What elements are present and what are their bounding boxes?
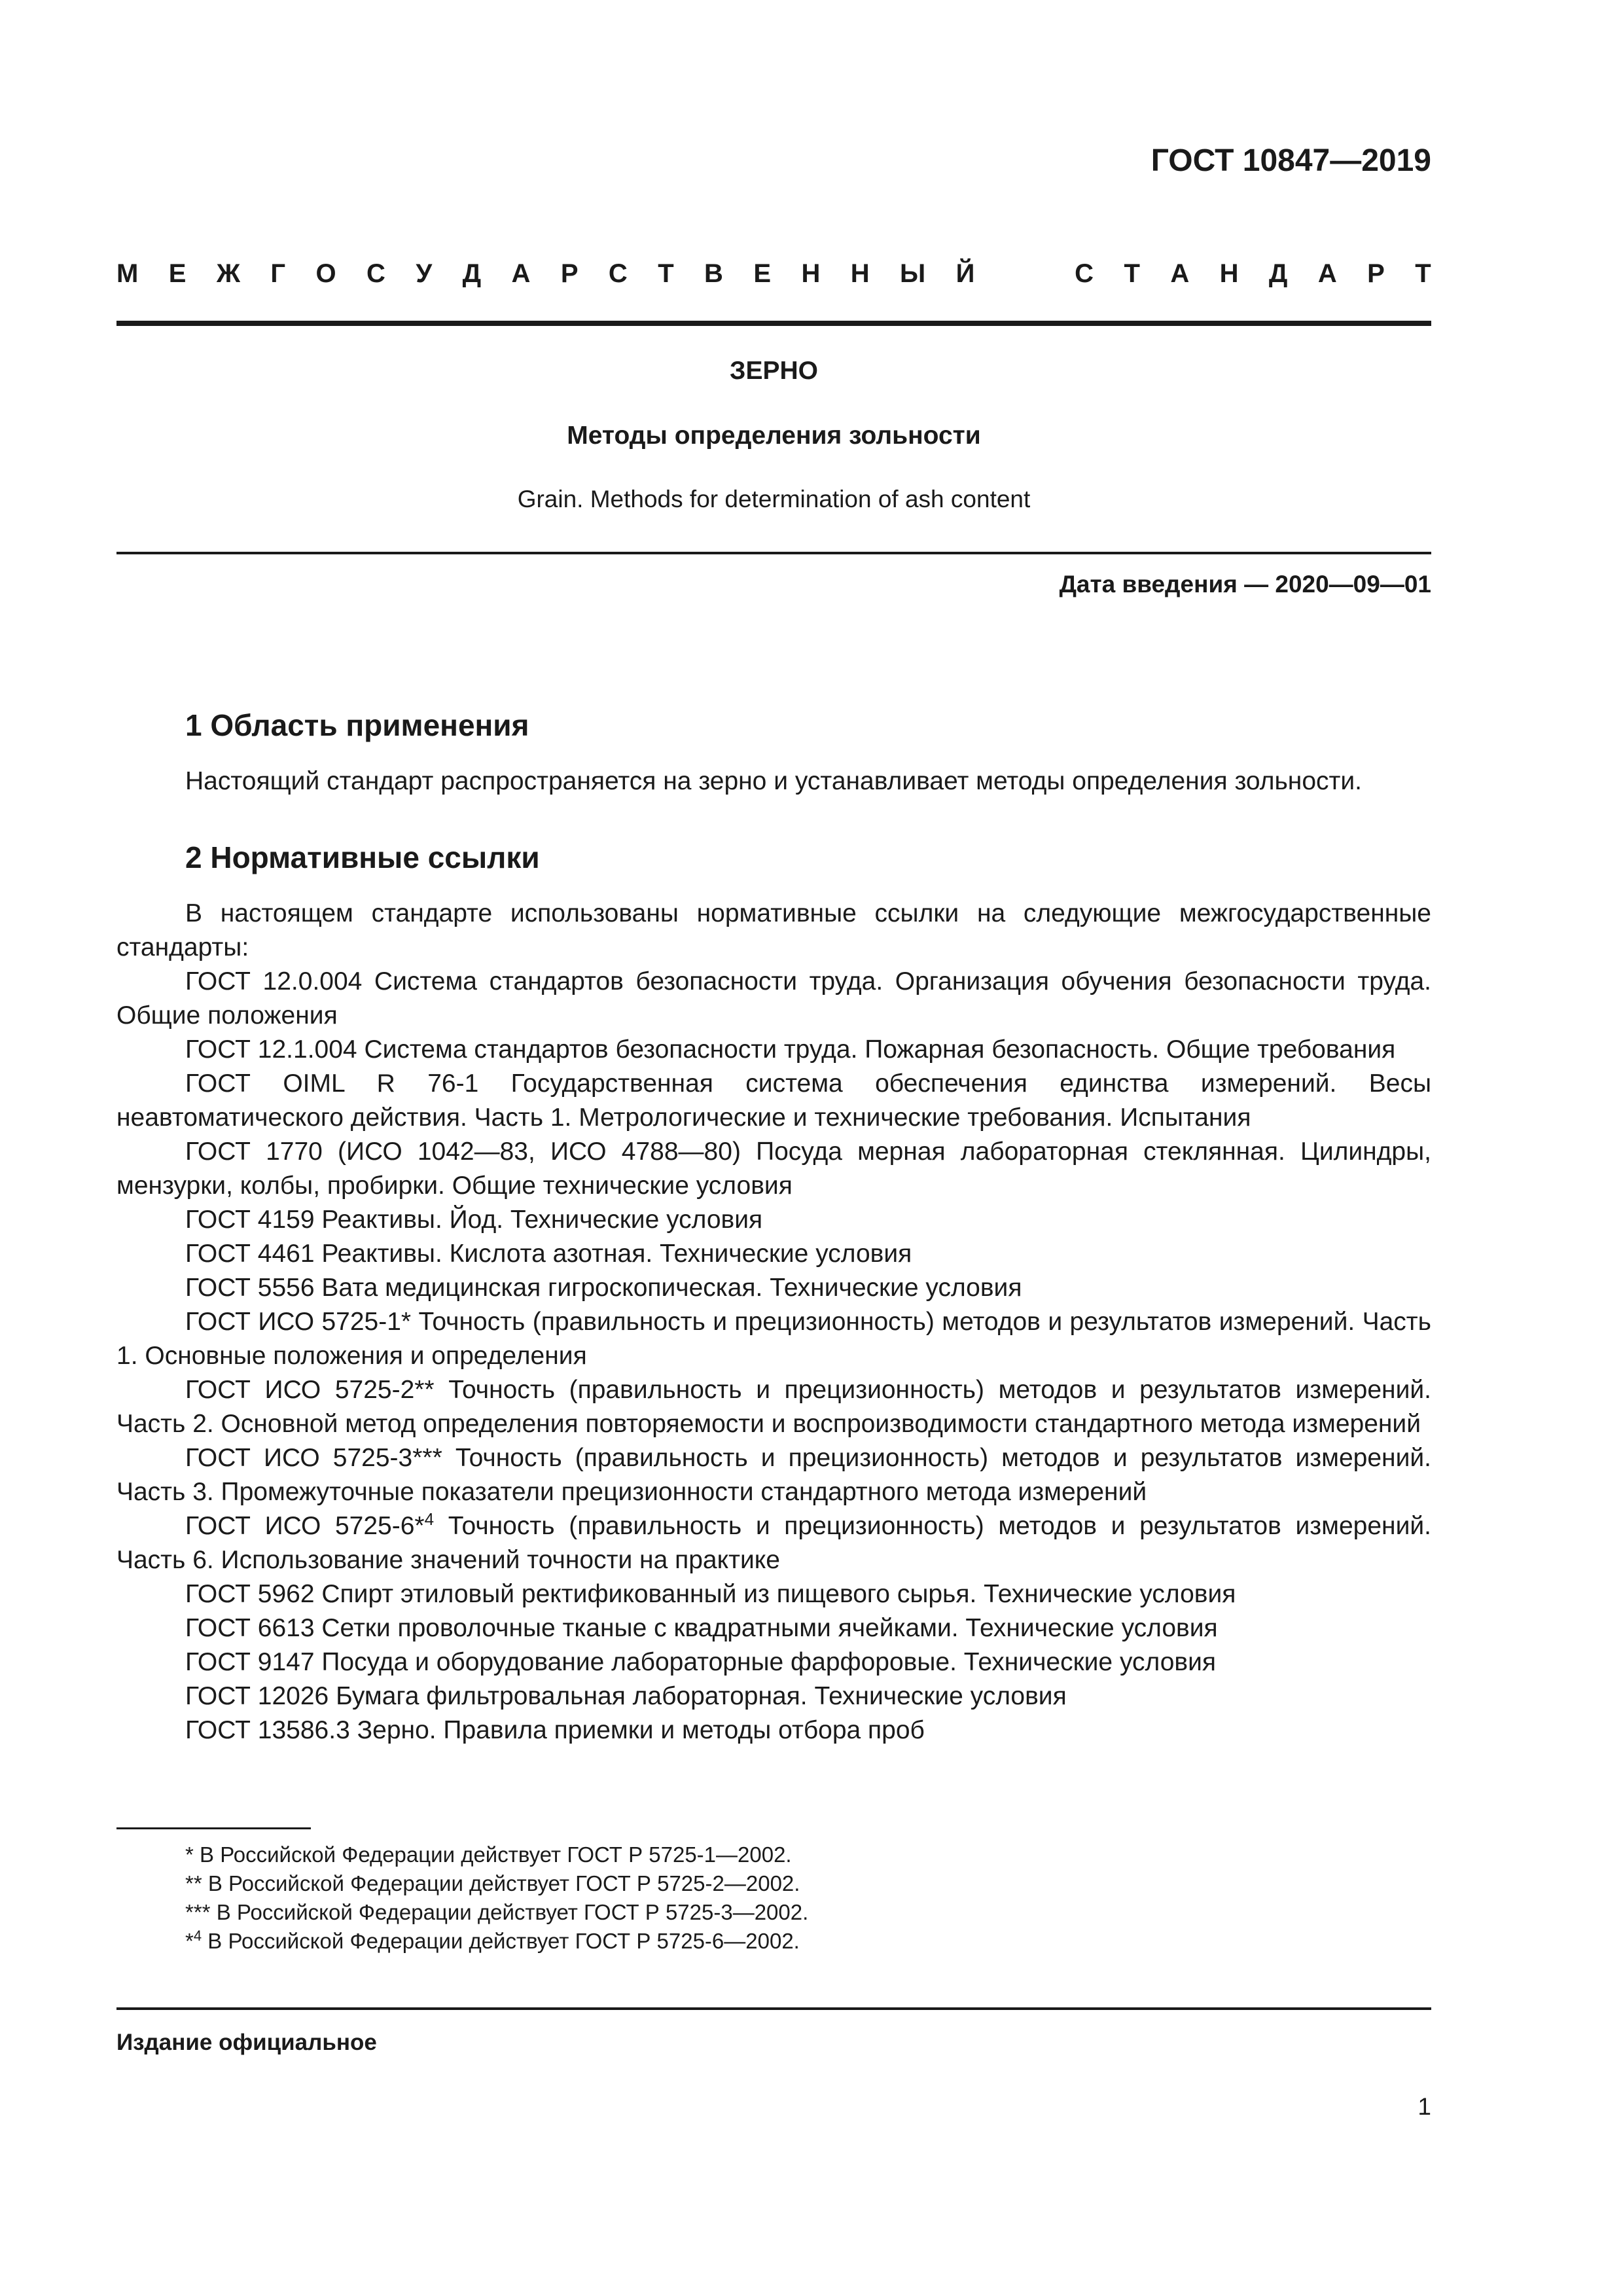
reference-item: [116, 1441, 1431, 1509]
standard-type-letter: О: [315, 259, 336, 288]
standard-type-letter: Е: [168, 259, 187, 288]
normative-references: [116, 897, 1431, 1748]
reference-item: [116, 1305, 1431, 1373]
header-divider: [116, 552, 1431, 554]
reference-title: Точность (правильность и прецизионность) методов и результатов измерений. Часть 2. Основной метод определения повторяемости и воспроизводимости стандартного метода измерений: [116, 1376, 1431, 1438]
footnote-mark: ***: [185, 1900, 211, 1924]
introduction-date: Дата введения — 2020—09—01: [1059, 571, 1431, 598]
footnote: [185, 1840, 808, 1869]
reference-item: [116, 1373, 1431, 1441]
reference-item: ГОСТ 5556 Вата медицинская гигроскопическая. Технические условия: [185, 1274, 1022, 1302]
footnote-text: В Российской Федерации действует ГОСТ Р 5725-1—2002.: [193, 1842, 792, 1867]
document-code: ГОСТ 10847—2019: [1150, 143, 1431, 178]
reference-item: ГОСТ 12026 Бумага фильтровальная лабораторная. Технические условия: [185, 1682, 1067, 1710]
footnote-text: В Российской Федерации действует ГОСТ Р 5725-3—2002.: [210, 1900, 809, 1924]
word-gap: [1005, 260, 1044, 287]
standard-type-letter: А: [1170, 259, 1190, 288]
reference-code: ГОСТ ИСО 5725-6*: [185, 1512, 425, 1540]
reference-item: ГОСТ 9147 Посуда и оборудование лабораторные фарфоровые. Технические условия: [185, 1648, 1217, 1676]
footnote-marker: 4: [424, 1509, 435, 1529]
footnote: [185, 1869, 808, 1898]
reference-code: ГОСТ ИСО 5725-3***: [185, 1444, 442, 1472]
footer-divider: [116, 2007, 1431, 2010]
standard-type-letter: Н: [1219, 259, 1239, 288]
footnotes: [185, 1840, 808, 1956]
footnote-mark: *: [185, 1929, 194, 1953]
footnote-separator: [116, 1827, 311, 1829]
standard-type-letter: Д: [462, 259, 482, 288]
footnote-mark: **: [185, 1871, 202, 1895]
section-heading-scope: 1 Область применения: [185, 708, 529, 742]
reference-item: ГОСТ OIML R 76-1 Государственная система обеспечения единства измерений. Весы неавтоматического действия. Часть 1. Метрологические и технические требования. Испытания: [116, 1069, 1431, 1132]
standard-type-letter: Н: [850, 259, 870, 288]
standard-type-letter: Ы: [900, 259, 926, 288]
standard-type-letter: У: [416, 259, 433, 288]
standard-type-letter: Р: [560, 259, 579, 288]
reference-item: ГОСТ 5962 Спирт этиловый ректификованный из пищевого сырья. Технические условия: [185, 1580, 1236, 1608]
reference-title: Точность (правильность и прецизионность) методов и результатов измерений. Часть 6. Использование значений точности на практике: [116, 1512, 1431, 1574]
standard-type-letter: Ж: [216, 259, 240, 288]
standard-type-heading: [116, 260, 1431, 287]
reference-code: ГОСТ ИСО 5725-1*: [185, 1308, 412, 1336]
standard-type-letter: Н: [801, 259, 821, 288]
footnote-mark: *: [185, 1842, 194, 1867]
standard-type-letter: С: [366, 259, 385, 288]
page-number: 1: [1418, 2093, 1431, 2120]
standard-type-letter: С: [1075, 259, 1094, 288]
footnote-mark-superscript: 4: [193, 1928, 202, 1944]
reference-item: ГОСТ 12.1.004 Система стандартов безопасности труда. Пожарная безопасность. Общие требования: [185, 1035, 1396, 1064]
reference-title: Точность (правильность и прецизионность) методов и результатов измерений. Часть 3. Промежуточные показатели прецизионности стандартного метода измерений: [116, 1444, 1431, 1506]
standard-type-letter: Т: [1124, 259, 1140, 288]
reference-item: ГОСТ 12.0.004 Система стандартов безопасности труда. Организация обучения безопасности труда. Общие положения: [116, 967, 1431, 1030]
footnote: [185, 1927, 808, 1956]
document-title: ЗЕРНО: [730, 357, 818, 385]
section-heading-references: 2 Нормативные ссылки: [185, 840, 540, 874]
standard-type-letter: М: [116, 259, 139, 288]
document-subtitle: Методы определения зольности: [567, 422, 981, 450]
footnote: [185, 1898, 808, 1927]
english-title: Grain. Methods for determination of ash content: [517, 486, 1031, 512]
standard-type-letter: Т: [1415, 259, 1431, 288]
standard-type-letter: Е: [753, 259, 772, 288]
official-edition-label: Издание официальное: [116, 2030, 377, 2055]
reference-item: ГОСТ 1770 (ИСО 1042—83, ИСО 4788—80) Посуда мерная лабораторная стеклянная. Цилиндры, мензурки, колбы, пробирки. Общие технические условия: [116, 1138, 1431, 1200]
standard-type-letter: А: [511, 259, 531, 288]
scope-paragraph: Настоящий стандарт распространяется на зерно и устанавливает методы определения зольности.: [185, 767, 1363, 795]
standard-type-letter: Т: [658, 259, 674, 288]
standard-type-letter: А: [1317, 259, 1337, 288]
standard-type-letter: Р: [1367, 259, 1385, 288]
reference-code: ГОСТ ИСО 5725-2**: [185, 1376, 435, 1404]
reference-item: ГОСТ 4159 Реактивы. Йод. Технические условия: [185, 1206, 763, 1234]
title-divider: [116, 321, 1431, 326]
standard-type-letter: С: [608, 259, 628, 288]
reference-item: ГОСТ 13586.3 Зерно. Правила приемки и методы отбора проб: [185, 1716, 925, 1744]
reference-title: Точность (правильность и прецизионность) методов и результатов измерений. Часть 1. Основные положения и определения: [116, 1308, 1431, 1370]
standard-type-letter: В: [704, 259, 723, 288]
standard-type-letter: Й: [955, 259, 975, 288]
reference-item: [116, 1509, 1431, 1577]
footnote-text: В Российской Федерации действует ГОСТ Р 5725-6—2002.: [202, 1929, 800, 1953]
reference-item: ГОСТ 4461 Реактивы. Кислота азотная. Технические условия: [185, 1240, 912, 1268]
reference-item: ГОСТ 6613 Сетки проволочные тканые с квадратными ячейками. Технические условия: [185, 1614, 1218, 1642]
footnote-text: В Российской Федерации действует ГОСТ Р 5725-2—2002.: [202, 1871, 800, 1895]
standard-type-letter: Г: [270, 259, 286, 288]
standard-type-letter: Д: [1268, 259, 1288, 288]
references-intro: В настоящем стандарте использованы нормативные ссылки на следующие межгосударственные стандарты:: [116, 899, 1431, 961]
